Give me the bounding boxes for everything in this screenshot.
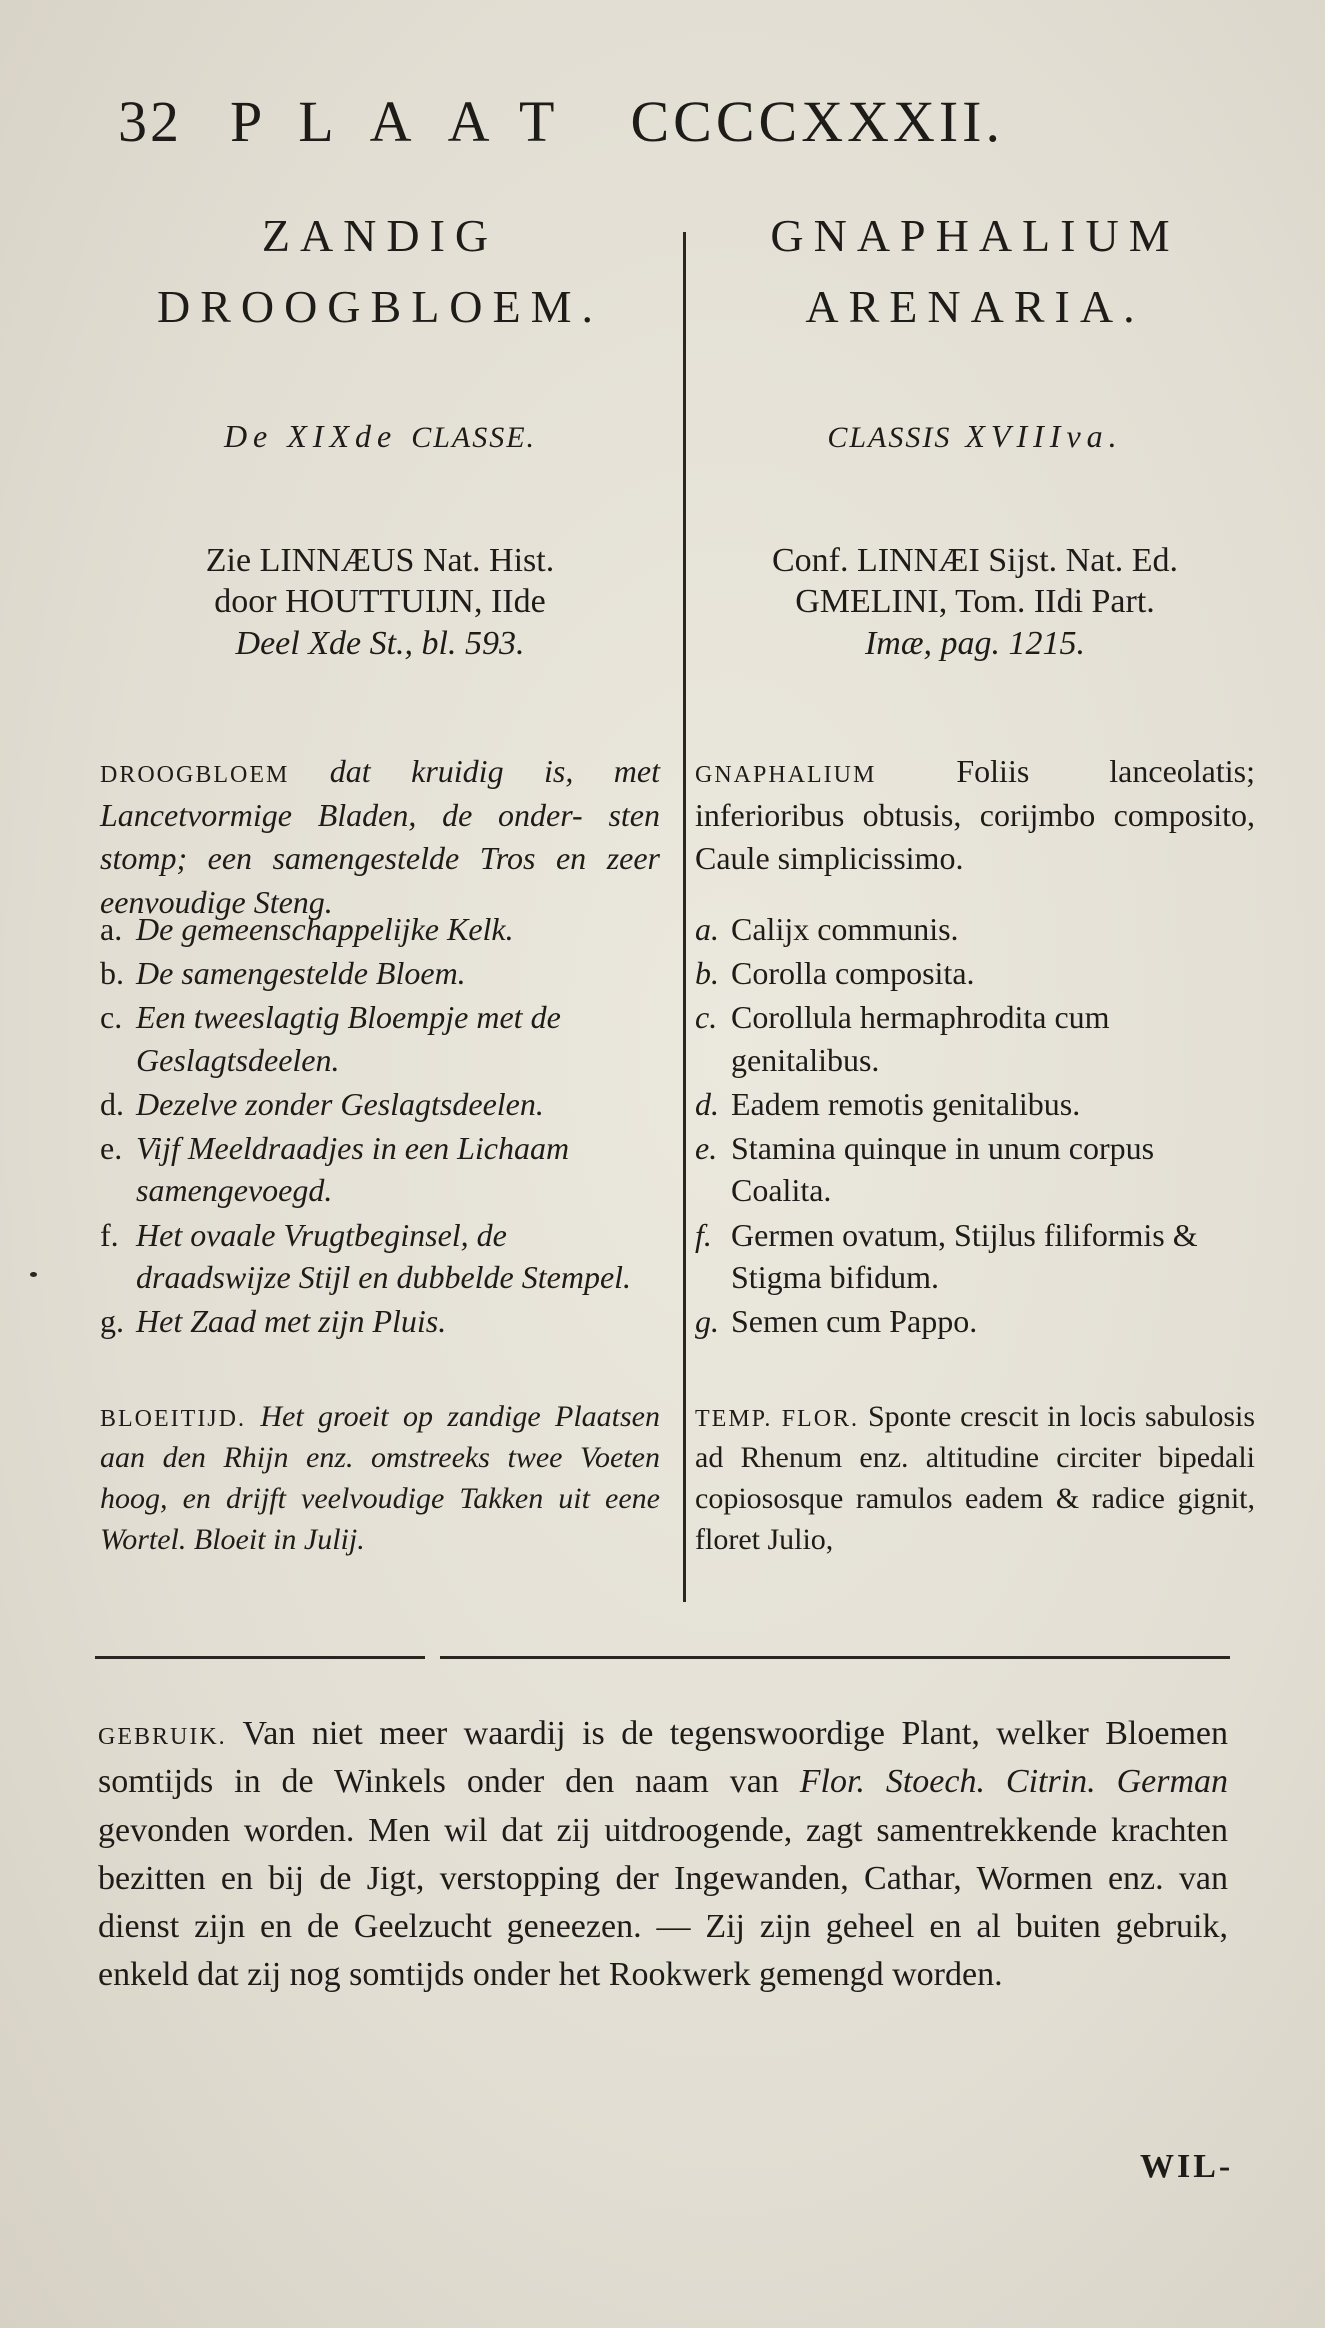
list-item: g. Semen cum Pappo. xyxy=(695,1303,978,1340)
right-reference xyxy=(695,540,1255,664)
column-divider xyxy=(683,232,686,1602)
list-item: e. Stamina quinque in unum corpus Coalita. xyxy=(695,1130,1155,1209)
list-item: g. Het Zaad met zijn Pluis. xyxy=(100,1303,447,1340)
right-bloei-head: TEMP. FLOR. xyxy=(695,1406,860,1432)
right-title xyxy=(695,200,1255,343)
right-items xyxy=(695,908,1255,1344)
plate-number: CCCCXXXII. xyxy=(630,89,1004,154)
right-ref-line: Conf. LINNÆI Sijst. Nat. Ed. xyxy=(771,542,1179,579)
list-item: a. De gemeenschappelijke Kelk. xyxy=(100,911,514,947)
left-items xyxy=(100,908,660,1344)
list-item: f. Germen ovatum, Stijlus filiformis & Stigma bifidum. xyxy=(695,1216,1198,1295)
left-classe-word: CLASSE. xyxy=(411,421,537,454)
list-item: c. Een tweeslagtig Bloempje met de Geslagtsdeelen. xyxy=(100,999,561,1078)
left-desc-head: DROOGBLOEM xyxy=(100,762,290,788)
left-ref-line: door HOUTTUIJN, IIde xyxy=(214,583,546,621)
list-item: a. Calijx communis. xyxy=(695,911,959,947)
divider-rule xyxy=(95,1656,425,1659)
right-classis-post: XVIIIva. xyxy=(965,418,1123,454)
list-item: b. Corolla composita. xyxy=(695,955,975,992)
ink-speck xyxy=(30,1272,37,1277)
left-classe-pre: De XIXde xyxy=(223,418,398,454)
left-classe xyxy=(100,418,660,455)
right-ref-line: GMELINI, Tom. IIdi Part. xyxy=(795,583,1155,621)
left-ref-line: Deel Xde St., bl. 593. xyxy=(235,624,525,662)
list-item: d. Eadem remotis genitalibus. xyxy=(695,1085,1081,1122)
gebruik-head: GEBRUIK. xyxy=(98,1724,227,1750)
left-title-line2: DROOGBLOEM. xyxy=(156,281,604,333)
page-number: 32 xyxy=(118,89,182,154)
list-item: e. Vijf Meeldraadjes in een Lichaam samengevoegd. xyxy=(100,1130,570,1209)
page-header xyxy=(118,88,1218,155)
gebruik-paragraph xyxy=(98,1710,1228,2000)
divider-rule xyxy=(440,1656,1230,1659)
left-bloei-text: Het groeit op zandige Plaatsen aan den Rhijn enz. omstreeks twee Voeten hoog, en drijft veelvoudige Takken uit eene Wortel. Bloeit in Julij. xyxy=(100,1400,660,1557)
gebruik-text-1: Van niet meer waardij is de tegenswoordige Plant, welker Bloemen somtijds in de Winkels onder den naam van xyxy=(98,1715,1229,1801)
gebruik-text-2: gevonden worden. Men wil dat zij uitdroogende, zagt samentrekkende krachten bezitten en bij de Jigt, verstopping der Ingewanden, Cathar, Wormen enz. van dienst zijn en de Geelzucht geneezen. — Zij zijn geheel en al buiten gebruik, enkeld dat zij nog somtijds onder het Rookwerk gemengd worden. xyxy=(98,1811,1228,1994)
left-description xyxy=(100,750,660,924)
right-temp-flor xyxy=(695,1396,1255,1560)
catchword: WIL- xyxy=(1140,2148,1234,2185)
right-classis-word: CLASSIS xyxy=(827,421,952,454)
list-item: c. Corollula hermaphrodita cum genitalibus. xyxy=(695,999,1110,1078)
gebruik-italic: Flor. Stoech. Citrin. German xyxy=(799,1763,1229,1801)
list-item: f. Het ovaale Vrugtbeginsel, de draadswijze Stijl en dubbelde Stempel. xyxy=(100,1216,632,1295)
right-ref-line: Imæ, pag. 1215. xyxy=(864,624,1086,662)
left-title-line1: ZANDIG xyxy=(261,210,499,261)
right-classis xyxy=(695,418,1255,455)
right-desc-head: GNAPHALIUM xyxy=(695,762,877,788)
right-description xyxy=(695,750,1255,881)
list-item: b. De samengestelde Bloem. xyxy=(100,955,466,992)
right-desc-text: Foliis lanceolatis; inferioribus obtusis, corijmbo composito, Caule simplicissimo. xyxy=(695,753,1256,877)
left-ref-line: Zie LINNÆUS Nat. Hist. xyxy=(205,542,555,579)
left-title xyxy=(100,200,660,343)
right-bloei-text: Sponte crescit in locis sabulosis ad Rhenum enz. altitudine circiter bipedali copiososque ramulos eadem & radice gignit, floret Julio, xyxy=(695,1400,1256,1557)
left-reference xyxy=(100,540,660,664)
left-bloei-head: BLOEITIJD. xyxy=(100,1406,246,1432)
left-bloeitijd xyxy=(100,1396,660,1560)
right-title-line1: GNAPHALIUM xyxy=(770,210,1180,261)
right-title-line2: ARENARIA. xyxy=(805,281,1145,333)
plate-label: PLAAT xyxy=(230,89,591,154)
list-item: d. Dezelve zonder Geslagtsdeelen. xyxy=(100,1085,544,1122)
left-desc-text: dat kruidig is, met Lancetvormige Bladen, de onder- sten stomp; een samengestelde Tros en zeer eenvoudige Steng. xyxy=(100,753,661,920)
